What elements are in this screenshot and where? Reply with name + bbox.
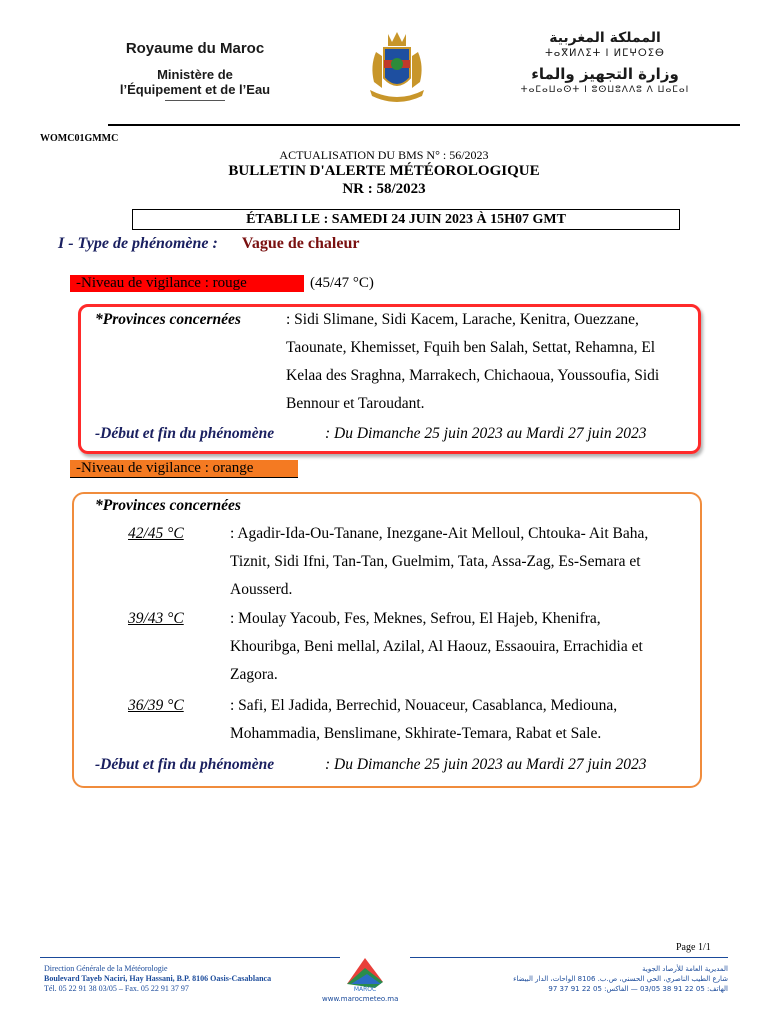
orange-provinces-line: : Agadir-Ida-Ou-Tanane, Inezgane-Ait Melloul, Chtouka- Ait Baha, bbox=[230, 525, 649, 542]
orange-period-label: -Début et fin du phénomène bbox=[95, 756, 275, 773]
orange-group-temperature: 42/45 °C bbox=[128, 525, 184, 542]
red-provinces-label: *Provinces concernées bbox=[95, 311, 241, 328]
page-number: Page 1/1 bbox=[676, 942, 711, 953]
ministry-name-tifinagh: ⵜⴰⵎⴰⵡⴰⵙⵜ ⵏ ⵓⵙⵡⵓⴷⴷⵓ ⴷ ⵡⴰⵎⴰⵏ bbox=[520, 85, 690, 95]
red-provinces-line: Taounate, Khemisset, Fquih ben Salah, Settat, Rehamna, El bbox=[286, 339, 656, 356]
orange-group-provinces bbox=[230, 692, 710, 748]
established-date: ÉTABLI LE : SAMEDI 24 JUIN 2023 À 15H07 GMT bbox=[246, 212, 566, 227]
maroc-logo-text: MAROC bbox=[353, 986, 377, 992]
bulletin-title: BULLETIN D'ALERTE MÉTÉOROLOGIQUE bbox=[228, 163, 540, 179]
orange-provinces-line: Tiznit, Sidi Ifni, Tan-Tan, Guelmim, Tata, Assa-Zag, Es-Semara et bbox=[230, 553, 641, 570]
bulletin-update: ACTUALISATION DU BMS N° : 56/2023 bbox=[279, 148, 489, 162]
footer-address-fr bbox=[44, 964, 344, 994]
orange-provinces-label: *Provinces concernées bbox=[95, 497, 241, 514]
header-left bbox=[90, 40, 300, 101]
vigilance-red-label: -Niveau de vigilance : rouge bbox=[70, 275, 304, 292]
orange-group-temperature: 39/43 °C bbox=[128, 610, 184, 627]
orange-period-value: : Du Dimanche 25 juin 2023 au Mardi 27 juin 2023 bbox=[325, 756, 647, 773]
footer-phone-ar: الهاتف: 05 22 91 38 03/05 — الفاكس: 05 22 91 37 97 bbox=[548, 985, 728, 993]
kingdom-name: Royaume du Maroc bbox=[125, 40, 265, 57]
ministry-line1: Ministère de bbox=[157, 67, 233, 82]
vigilance-orange-label: -Niveau de vigilance : orange bbox=[70, 460, 298, 478]
established-box bbox=[132, 209, 680, 230]
website-link[interactable]: www.marocmeteo.ma bbox=[322, 995, 399, 1003]
footer-rule-left bbox=[40, 957, 340, 958]
red-period-label: -Début et fin du phénomène bbox=[95, 425, 275, 442]
orange-group-provinces bbox=[230, 520, 710, 604]
bulletin-number: NR : 58/2023 bbox=[342, 181, 426, 197]
red-provinces-line: Kelaa des Sraghna, Marrakech, Chichaoua, Youssoufia, Sidi bbox=[286, 367, 660, 384]
orange-provinces-line: Aousserd. bbox=[230, 581, 293, 598]
footer-address-ar bbox=[420, 964, 728, 994]
orange-provinces-line: : Safi, El Jadida, Berrechid, Nouaceur, Casablanca, Mediouna, bbox=[230, 697, 618, 714]
ministry-line2: l’Équipement et de l’Eau bbox=[119, 82, 271, 97]
red-provinces-list bbox=[286, 306, 706, 418]
orange-provinces-line: Mohammadia, Benslimane, Skhirate-Temara, Rabat et Sale. bbox=[230, 725, 602, 742]
coat-of-arms-emblem bbox=[362, 26, 432, 110]
ministry-name-arabic: وزارة التجهيز والماء bbox=[531, 65, 679, 83]
kingdom-name-tifinagh: ⵜⴰⴳⵍⴷⵉⵜ ⵏ ⵍⵎⵖⵔⵉⴱ bbox=[545, 48, 665, 59]
orange-provinces-line: Zagora. bbox=[230, 666, 278, 683]
footer-phone-fr: Tél. 05 22 91 38 03/05 – Fax. 05 22 91 37 97 bbox=[44, 984, 189, 993]
red-provinces-line: : Sidi Slimane, Sidi Kacem, Larache, Kenitra, Ouezzane, bbox=[286, 311, 639, 328]
phenomenon-type bbox=[58, 235, 359, 253]
maroc-meteo-logo bbox=[345, 954, 385, 992]
header-rule bbox=[108, 124, 740, 126]
header-right bbox=[515, 30, 695, 95]
footer-org-fr: Direction Générale de la Météorologie bbox=[44, 964, 168, 973]
footer-rule-right bbox=[410, 957, 728, 958]
phenomenon-value: Vague de chaleur bbox=[241, 235, 360, 252]
footer-street-fr: Boulevard Tayeb Naciri, Hay Hassani, B.P. 8106 Oasis-Casablanca bbox=[44, 974, 272, 983]
kingdom-name-arabic: المملكة المغربية bbox=[549, 30, 661, 46]
vigilance-red-temperature: (45/47 °C) bbox=[310, 275, 374, 291]
orange-group-temperature: 36/39 °C bbox=[128, 697, 184, 714]
orange-group-provinces bbox=[230, 605, 710, 689]
footer-street-ar: شارع الطيب الناصري، الحي الحسني، ص.ب. 8106 الواحات، الدار البيضاء bbox=[513, 975, 728, 983]
red-period-value: : Du Dimanche 25 juin 2023 au Mardi 27 juin 2023 bbox=[325, 425, 647, 442]
orange-provinces-line: : Moulay Yacoub, Fes, Meknes, Sefrou, El Hajeb, Khenifra, bbox=[230, 610, 601, 627]
orange-provinces-line: Khouribga, Beni mellal, Azilal, Al Haouz, Essaouira, Errachidia et bbox=[230, 638, 643, 655]
header-left-underline bbox=[165, 100, 225, 101]
footer-org-ar: المديرية العامة للأرصاد الجوية bbox=[642, 965, 728, 973]
red-provinces-line: Bennour et Taroudant. bbox=[286, 395, 425, 412]
bulletin-code: WOMC01GMMC bbox=[40, 133, 119, 144]
phenomenon-label: I - Type de phénomène : bbox=[58, 235, 218, 252]
